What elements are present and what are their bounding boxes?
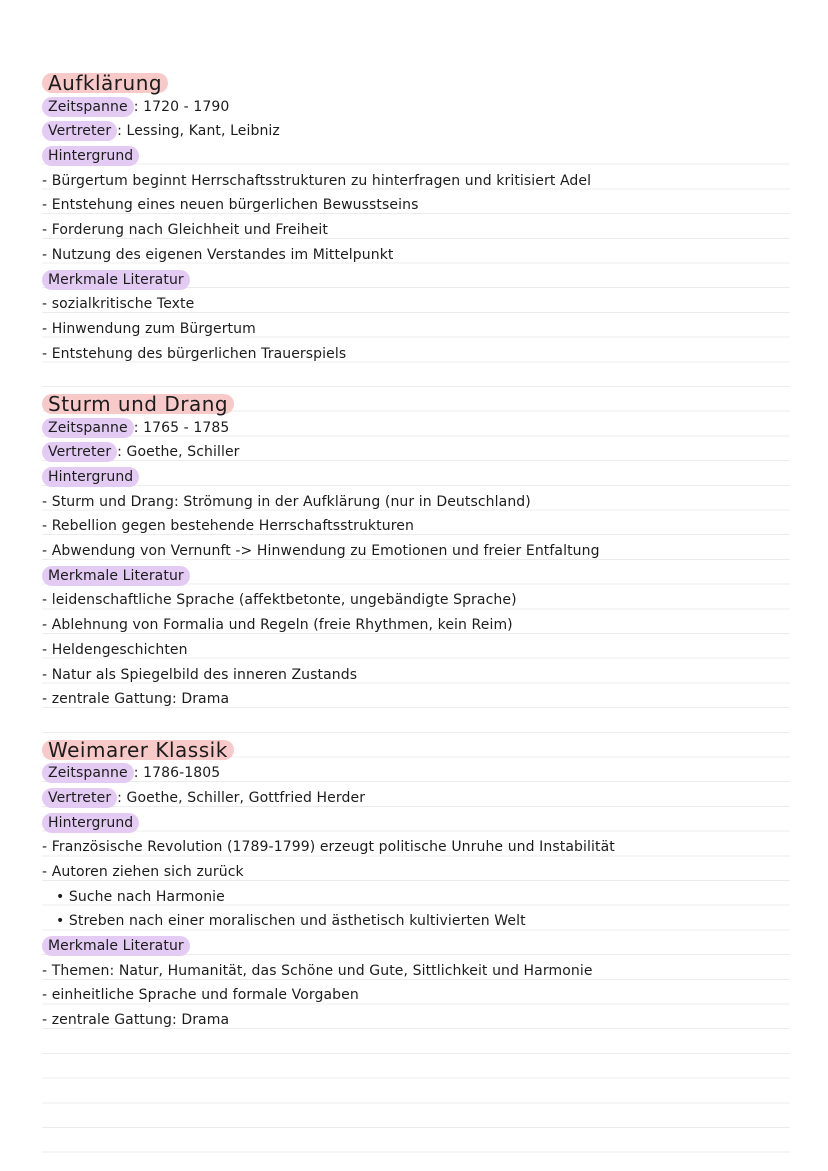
- section-title-row: [42, 737, 788, 762]
- merkmale-label: Merkmale Literatur: [42, 270, 190, 290]
- merkmale-heading-row: [42, 564, 788, 589]
- section-title: Weimarer Klassik: [42, 740, 234, 760]
- hintergrund-heading-row: [42, 465, 788, 490]
- list-item: - zentrale Gattung: Drama: [42, 687, 788, 712]
- hintergrund-label: Hintergrund: [42, 146, 139, 166]
- list-item: - Natur als Spiegelbild des inneren Zustands: [42, 663, 788, 688]
- list-item: - sozialkritische Texte: [42, 292, 788, 317]
- zeitspanne-label: Zeitspanne: [42, 97, 134, 117]
- zeitspanne-label: Zeitspanne: [42, 418, 134, 438]
- list-item: - Entstehung des bürgerlichen Trauerspiels: [42, 342, 788, 367]
- vertreter-value: : Lessing, Kant, Leibniz: [117, 123, 280, 140]
- hintergrund-heading-row: [42, 144, 788, 169]
- hintergrund-label: Hintergrund: [42, 813, 139, 833]
- list-item: - Hinwendung zum Bürgertum: [42, 317, 788, 342]
- list-item: - zentrale Gattung: Drama: [42, 1008, 788, 1033]
- list-item: - einheitliche Sprache und formale Vorgaben: [42, 983, 788, 1008]
- list-item: - Entstehung eines neuen bürgerlichen Bewusstseins: [42, 193, 788, 218]
- section-title-row: [42, 70, 788, 95]
- vertreter-row: [42, 786, 788, 811]
- vertreter-row: [42, 119, 788, 144]
- list-item: - Themen: Natur, Humanität, das Schöne und Gute, Sittlichkeit und Harmonie: [42, 959, 788, 984]
- section-weimarer-klassik: [42, 737, 788, 1033]
- list-subitem: • Suche nach Harmonie: [42, 885, 788, 910]
- list-item: - leidenschaftliche Sprache (affektbetonte, ungebändigte Sprache): [42, 588, 788, 613]
- zeitspanne-row: [42, 761, 788, 786]
- list-item: - Französische Revolution (1789-1799) erzeugt politische Unruhe und Instabilität: [42, 835, 788, 860]
- vertreter-label: Vertreter: [42, 788, 117, 808]
- list-item: - Sturm und Drang: Strömung in der Aufklärung (nur in Deutschland): [42, 490, 788, 515]
- list-item: - Forderung nach Gleichheit und Freiheit: [42, 218, 788, 243]
- merkmale-heading-row: [42, 934, 788, 959]
- list-item: - Autoren ziehen sich zurück: [42, 860, 788, 885]
- zeitspanne-value: : 1786-1805: [133, 765, 221, 782]
- vertreter-label: Vertreter: [42, 121, 117, 141]
- zeitspanne-label: Zeitspanne: [42, 763, 134, 783]
- merkmale-heading-row: [42, 268, 788, 293]
- section-aufklaerung: [42, 70, 788, 366]
- zeitspanne-row: [42, 95, 788, 120]
- list-item: - Rebellion gegen bestehende Herrschaftsstrukturen: [42, 514, 788, 539]
- list-subitem: • Streben nach einer moralischen und ästhetisch kultivierten Welt: [42, 909, 788, 934]
- list-item: - Heldengeschichten: [42, 638, 788, 663]
- merkmale-label: Merkmale Literatur: [42, 936, 190, 956]
- section-title-row: [42, 391, 788, 416]
- section-sturm-und-drang: [42, 391, 788, 712]
- list-item: - Abwendung von Vernunft -> Hinwendung zu Emotionen und freier Entfaltung: [42, 539, 788, 564]
- merkmale-label: Merkmale Literatur: [42, 566, 190, 586]
- hintergrund-label: Hintergrund: [42, 467, 139, 487]
- section-title: Aufklärung: [42, 73, 168, 93]
- vertreter-value: : Goethe, Schiller, Gottfried Herder: [117, 789, 366, 806]
- section-title: Sturm und Drang: [42, 394, 234, 414]
- zeitspanne-row: [42, 416, 788, 441]
- hintergrund-heading-row: [42, 811, 788, 836]
- vertreter-value: : Goethe, Schiller: [117, 444, 240, 461]
- zeitspanne-value: : 1765 - 1785: [133, 419, 230, 436]
- list-item: - Bürgertum beginnt Herrschaftsstrukturen zu hinterfragen und kritisiert Adel: [42, 169, 788, 194]
- vertreter-label: Vertreter: [42, 442, 117, 462]
- list-item: - Ablehnung von Formalia und Regeln (freie Rhythmen, kein Reim): [42, 613, 788, 638]
- zeitspanne-value: : 1720 - 1790: [133, 98, 230, 115]
- vertreter-row: [42, 440, 788, 465]
- list-item: - Nutzung des eigenen Verstandes im Mittelpunkt: [42, 243, 788, 268]
